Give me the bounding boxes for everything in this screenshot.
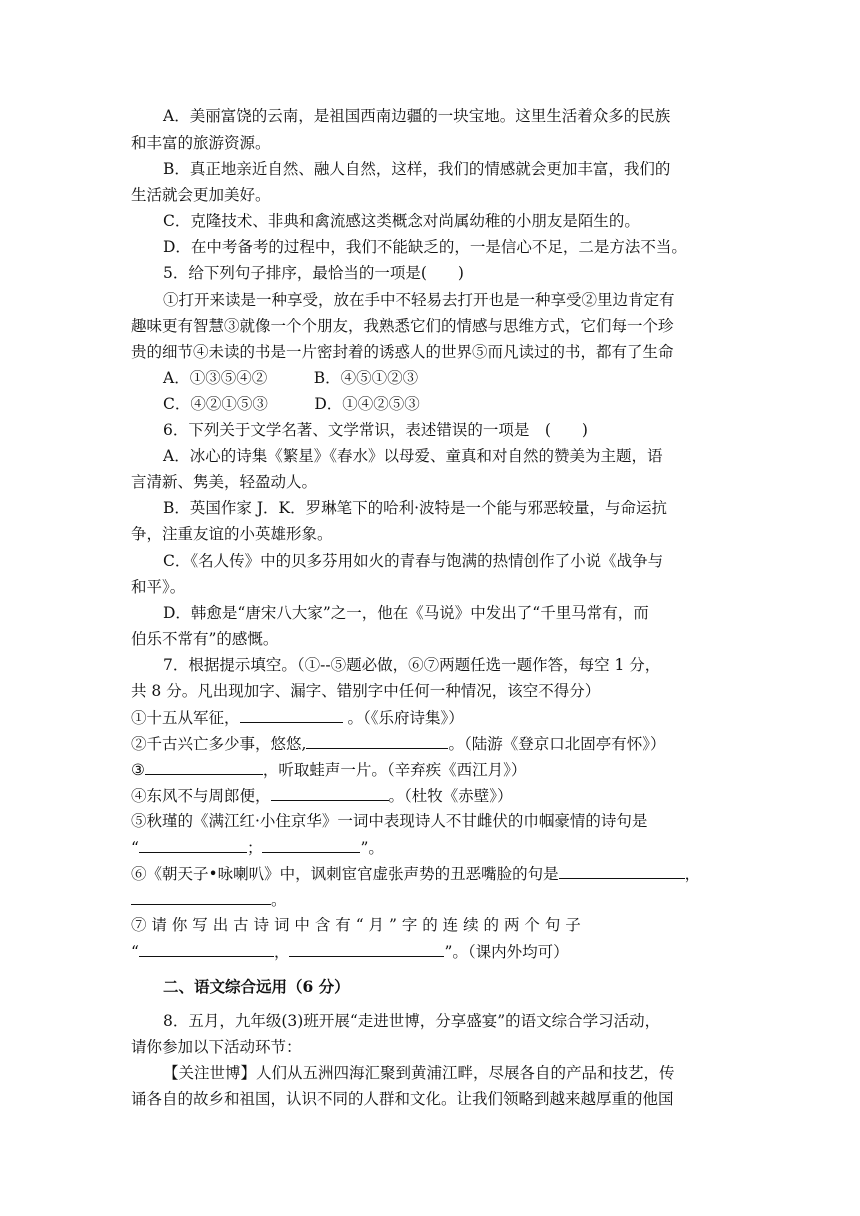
answer-blank[interactable] [139, 836, 247, 853]
q4-option-a-line2: 和丰富的旅游资源。 [131, 134, 271, 152]
open-quote: “ [131, 943, 139, 961]
q7-item4 [131, 784, 513, 807]
separator: ， [684, 865, 701, 883]
close-quote: ”。 [360, 839, 384, 857]
q7-item6-line2 [131, 888, 287, 911]
q6-option-b-line2: 争，注重友谊的小英雄形象。 [131, 525, 333, 543]
section-2-heading: 二、语文综合远用（6 分） [163, 977, 350, 996]
q7-stem-line2: 共 8 分。凡出现加字、漏字、错别字中任何一种情况，该空不得分） [131, 682, 601, 700]
q6-option-a-line2: 言清新、隽美，轻盈动人。 [131, 473, 318, 491]
q7-item1 [131, 706, 464, 729]
q4-option-b-line1: B．真正地亲近自然、融人自然，这样，我们的情感就会更加丰富，我们的 [163, 160, 671, 178]
q7-stem-line1: 7．根据提示填空。（①--⑤题必做，⑥⑦两题任选一题作答，每空 1 分， [163, 656, 661, 674]
q6-option-a-line1: A．冰心的诗集《繁星》《春水》以母爱、童真和对自然的赞美为主题，语 [163, 447, 663, 465]
q5-options-cd: C．④②①⑤③ D．①④②⑤③ [163, 395, 420, 413]
answer-blank[interactable] [306, 732, 448, 749]
q7-item3 [131, 758, 526, 781]
q4-option-c: C．克隆技术、非典和禽流感这类概念对尚属幼稚的小朋友是陌生的。 [163, 212, 640, 230]
q8-line2: 请你参加以下活动环节： [131, 1038, 302, 1056]
open-quote: “ [131, 839, 139, 857]
q8-line1: 8．五月，九年级(3)班开展“走进世博，分享盛宴”的语文综合学习活动， [163, 1012, 661, 1030]
q7-item2-source: 。（陆游《登京口北固亭有怀》） [448, 735, 666, 753]
q7-item3-marker: ③ [131, 761, 145, 779]
q5-passage-line1: ①打开来读是一种享受，放在手中不轻易去打开也是一种享受②里边肯定有 [163, 291, 675, 309]
q7-item1-prompt: ①十五从军征， [131, 709, 240, 727]
period: 。 [271, 891, 287, 909]
q4-option-b-line2: 生活就会更加美好。 [131, 186, 271, 204]
q6-option-d-line1: D．韩愈是“唐宋八大家”之一，他在《马说》中发出了“千里马常有，而 [163, 604, 649, 622]
q6-option-d-line2: 伯乐不常有”的感慨。 [131, 630, 279, 648]
q4-option-d: D．在中考备考的过程中，我们不能缺乏的，一是信心不足，二是方法不当。 [163, 238, 687, 256]
q5-passage-line2: 趣味更有智慧③就像一个个朋友，我熟悉它们的情感与思维方式，它们每一个珍 [131, 317, 674, 335]
answer-blank[interactable] [139, 940, 274, 957]
close-quote: ”。（课内外均可） [444, 943, 569, 961]
q7-item1-source: 。（《乐府诗集》） [342, 709, 464, 727]
answer-blank[interactable] [131, 888, 271, 905]
q7-item7-answers [131, 940, 569, 963]
q4-option-a-line1: A．美丽富饶的云南，是祖国西南边疆的一块宝地。这里生活着众多的民族 [163, 107, 671, 125]
q5-options-ab: A．①③⑤④② B．④⑤①②③ [163, 369, 419, 387]
q6-option-b-line1: B．英国作家 J．K．罗琳笔下的哈利·波特是一个能与邪恶较量，与命运抗 [163, 499, 668, 517]
q6-stem: 6．下列关于文学名著、文学常识，表述错误的一项是 ( ) [163, 421, 588, 439]
q6-option-c-line1: C．《名人传》中的贝多芬用如火的青春与饱满的热情创作了小说《战争与 [163, 552, 664, 570]
q7-item6 [131, 862, 700, 885]
q7-item5-answers [131, 836, 384, 859]
q6-option-c-line2: 和平》。 [131, 578, 186, 596]
q7-item6-prompt: ⑥《朝天子•咏喇叭》中，讽刺宦官虚张声势的丑恶嘴脸的句是 [131, 865, 559, 883]
q5-passage-line3: 贵的细节④未读的书是一片密封着的诱惑人的世界⑤而凡读过的书，都有了生命 [131, 343, 674, 361]
answer-blank[interactable] [240, 706, 343, 723]
q7-item2-prompt: ②千古兴亡多少事，悠悠, [131, 735, 307, 753]
answer-blank[interactable] [559, 862, 685, 879]
q8-line3: 【关注世博】人们从五洲四海汇聚到黄浦江畔，尽展各自的产品和技艺，传 [163, 1064, 675, 1082]
q7-item3-source: ，听取蛙声一片。（辛弃疾《西江月》） [262, 761, 527, 779]
q7-item4-prompt: ④东风不与周郎便， [131, 787, 271, 805]
answer-blank[interactable] [262, 836, 360, 853]
answer-blank[interactable] [145, 758, 263, 775]
q5-stem: 5．给下列句子排序，最恰当的一项是( ) [163, 264, 464, 282]
q8-line4: 诵各自的故乡和祖国，认识不同的人群和文化。让我们领略到越来越厚重的他国 [131, 1090, 674, 1108]
q7-item4-source: 。（杜牧《赤壁》） [388, 787, 513, 805]
answer-blank[interactable] [289, 940, 444, 957]
q7-item2 [131, 732, 665, 755]
separator: ； [246, 839, 263, 857]
q7-item5: ⑤秋瑾的《满江红·小住京华》一词中表现诗人不甘雌伏的巾帼豪情的诗句是 [131, 812, 648, 830]
answer-blank[interactable] [271, 784, 389, 801]
q7-item7: ⑦ 请 你 写 出 古 诗 词 中 含 有 “ 月 ” 字 的 连 续 的 两 个 句 子 [131, 916, 581, 934]
separator: ， [273, 943, 290, 961]
